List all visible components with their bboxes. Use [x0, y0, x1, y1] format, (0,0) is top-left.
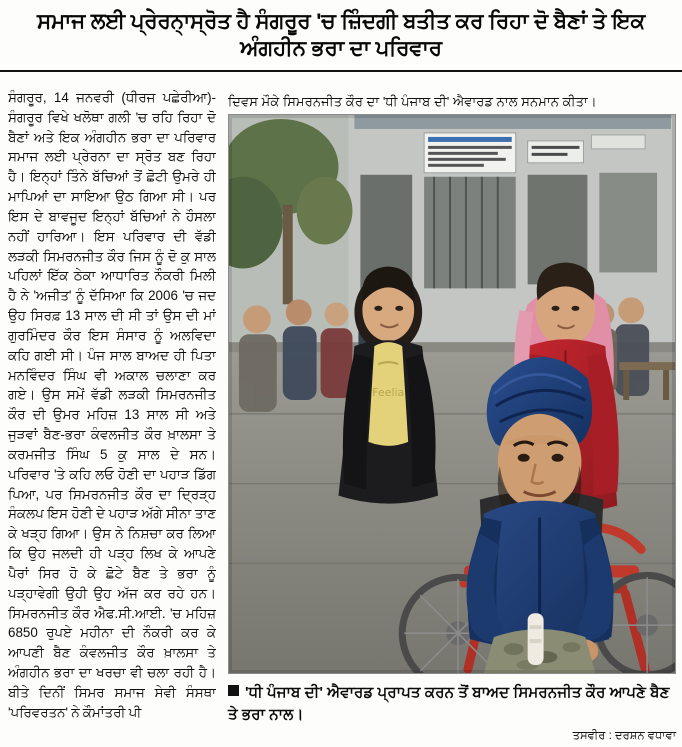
svg-text:Feelia: Feelia [372, 385, 405, 399]
article-body-column [8, 88, 216, 738]
figure-center [466, 357, 613, 673]
photo-caption-text: 'ਧੀ ਪੰਜਾਬ ਦੀ' ਐਵਾਰਡ ਪ੍ਰਾਪਤ ਕਰਨ ਤੋਂ ਬਾਅਦ ਸਿਮਰਨਜੀਤ ਕੌਰ ਆਪਣੇ ਬੈਣ ਤੇ ਭਰਾ ਨਾਲ। [228, 684, 670, 723]
body-paragraph: ਸੰਗਰੂਰ ਵਿਖੇ ਖਲੋਥਾ ਗਲੀ 'ਚ ਰਹਿ ਰਿਹਾ ਦੋ ਬੈਣਾਂ ਅਤੇ ਇਕ ਅੰਗਹੀਨ ਭਰਾ ਦਾ ਪਰਿਵਾਰ ਸਮਾਜ ਲਈ ਪ੍ਰੇਰਨਾ ਦਾ ਸ੍ਰੋਤ ਬਣ ਰਿਹਾ ਹੈ। ਇਨ੍ਹਾਂ ਤਿੰਨੇ ਬੱਚਿਆਂ ਤੋਂ ਛੋਟੀ ਉਮਰੇ ਹੀ ਮਾਪਿਆਂ ਦਾ ਸਾਇਆ ਉਠ ਗਿਆ ਸੀ। ਪਰ ਇਸ ਦੇ ਬਾਵਜੂਦ ਇਨ੍ਹਾਂ ਬੱਚਿਆਂ ਨੇ ਹੌਸਲਾ ਨਹੀਂ ਹਾਰਿਆ। ਇਸ ਪਰਿਵਾਰ ਦੀ ਵੱਡੀ ਲੜਕੀ ਸਿਮਰਨਜੀਤ ਕੌਰ ਜਿਸ ਨੂੰ ਦੋ ਕੁ ਸਾਲ ਪਹਿਲਾਂ ਇੱਕ ਠੇਕਾ ਆਧਾਰਿਤ ਨੌਕਰੀ ਮਿਲੀ ਹੈ ਨੇ 'ਅਜੀਤ' ਨੂੰ ਦੱਸਿਆ ਕਿ 2006 'ਚ ਜਦ ਉਹ ਸਿਰਫ਼ 13 ਸਾਲ ਦੀ ਸੀ ਤਾਂ ਉਸ ਦੀ ਮਾਂ ਗੁਰਮਿੰਦਰ ਕੌਰ ਇਸ ਸੰਸਾਰ ਨੂੰ ਅਲਵਿਦਾ ਕਹਿ ਗਈ ਸੀ। ਪੰਜ ਸਾਲ ਬਾਅਦ ਹੀ ਪਿਤਾ ਮਨਵਿੰਦਰ ਸਿੰਘ ਵੀ ਅਕਾਲ ਚਲਾਣਾ ਕਰ ਗਏ। ਉਸ ਸਮੇਂ ਵੱਡੀ ਲੜਕੀ ਸਿਮਰਨਜੀਤ ਕੌਰ ਦੀ ਉਮਰ ਮਹਿਜ਼ 13 ਸਾਲ ਸੀ ਅਤੇ ਜੁੜਵਾਂ ਬੈਣ-ਭਰਾ ਕੰਵਲਜੀਤ ਕੌਰ ਖ਼ਾਲਸਾ ਤੇ ਕਰਮਜੀਤ ਸਿੰਘ 5 ਕੁ ਸਾਲ ਦੇ ਸਨ। ਪਰਿਵਾਰ 'ਤੇ ਕਹਿ ਲਓ ਹੋਣੀ ਦਾ ਪਹਾੜ ਡਿੱਗ ਪਿਆ, ਪਰ ਸਿਮਰਨਜੀਤ ਕੌਰ ਦਾ ਦ੍ਰਿੜ੍ਹ ਸੰਕਲਪ ਇਸ ਹੋਣੀ ਦੇ ਪਹਾੜ ਅੱਗੇ ਸੀਨਾ ਤਾਣ ਕੇ ਖੜ੍ਹ ਗਿਆ। ਉਸ ਨੇ ਨਿਸ਼ਚਾ ਕਰ ਲਿਆ ਕਿ ਉਹ ਜਲਦੀ ਹੀ ਪੜ੍ਹ ਲਿਖ ਕੇ ਆਪਣੇ ਪੈਰਾਂ ਸਿਰ ਹੋ ਕੇ ਛੋਟੇ ਬੈਣ ਤੇ ਭਰਾ ਨੂੰ ਪੜ੍ਹਾਵੇਗੀ ਉਹੀ ਉਹ ਅੱਜ ਕਰ ਰਹੇ ਹਨ। ਸਿਮਰਨਜੀਤ ਕੌਰ ਐਫ.ਸੀ.ਆਈ. 'ਚ ਮਹਿਜ਼ 6850 ਰੁਪਏ ਮਹੀਨਾ ਦੀ ਨੌਕਰੀ ਕਰ ਕੇ ਆਪਣੀ ਬੈਣ ਕੰਵਲਜੀਤ ਕੌਰ ਖ਼ਾਲਸਾ ਤੇ ਅੰਗਹੀਨ ਭਰਾ ਦਾ ਖਰਚਾ ਵੀ ਚਲਾ ਰਹੀ ਹੈ। ਬੀਤੇ ਦਿਨੀਂ ਸਿਮਰ ਸਮਾਜ ਸੇਵੀ ਸੰਸਥਾ 'ਪਰਿਵਰਤਨ' ਨੇ ਕੌਮਾਂਤਰੀ ਪੀ [8, 109, 216, 720]
article-photo [228, 114, 676, 674]
page-title: ਸਮਾਜ ਲਈ ਪ੍ਰੇਰਨਾ੍ਸ੍ਰੋਤ ਹੈ ਸੰਗਰੂਰ 'ਚ ਜ਼ਿੰਦਗੀ ਬਤੀਤ ਕਰ ਰਿਹਾ ਦੋ ਬੈਣਾਂ ਤੇ ਇਕ ਅੰਗਹੀਨ ਭਰਾ ਦਾ ਪਰਿਵਾਰ [37, 9, 645, 60]
dateline: ਸੰਗਰੂਰ, 14 ਜਨਵਰੀ (ਧੀਰਜ ਪਛੇਰੀਆ)- [8, 90, 216, 105]
photo-bottom-caption [228, 682, 676, 725]
photo-illustration [229, 115, 675, 673]
square-bullet-icon [228, 685, 239, 696]
photo-top-caption: ਦਿਵਸ ਮੌਕੇ ਸਿਮਰਨਜੀਤ ਕੌਰ ਦਾ 'ਧੀ ਪੰਜਾਬ ਦੀ' ਐਵਾਰਡ ਨਾਲ ਸਨਮਾਨ ਕੀਤਾ। [228, 94, 597, 109]
article-body-text [8, 88, 216, 723]
headline-banner [0, 0, 682, 72]
photo-credit: ਤਸਵੀਰ : ਦਰਸ਼ਨ ਵਧਾਵਾ [572, 730, 676, 742]
